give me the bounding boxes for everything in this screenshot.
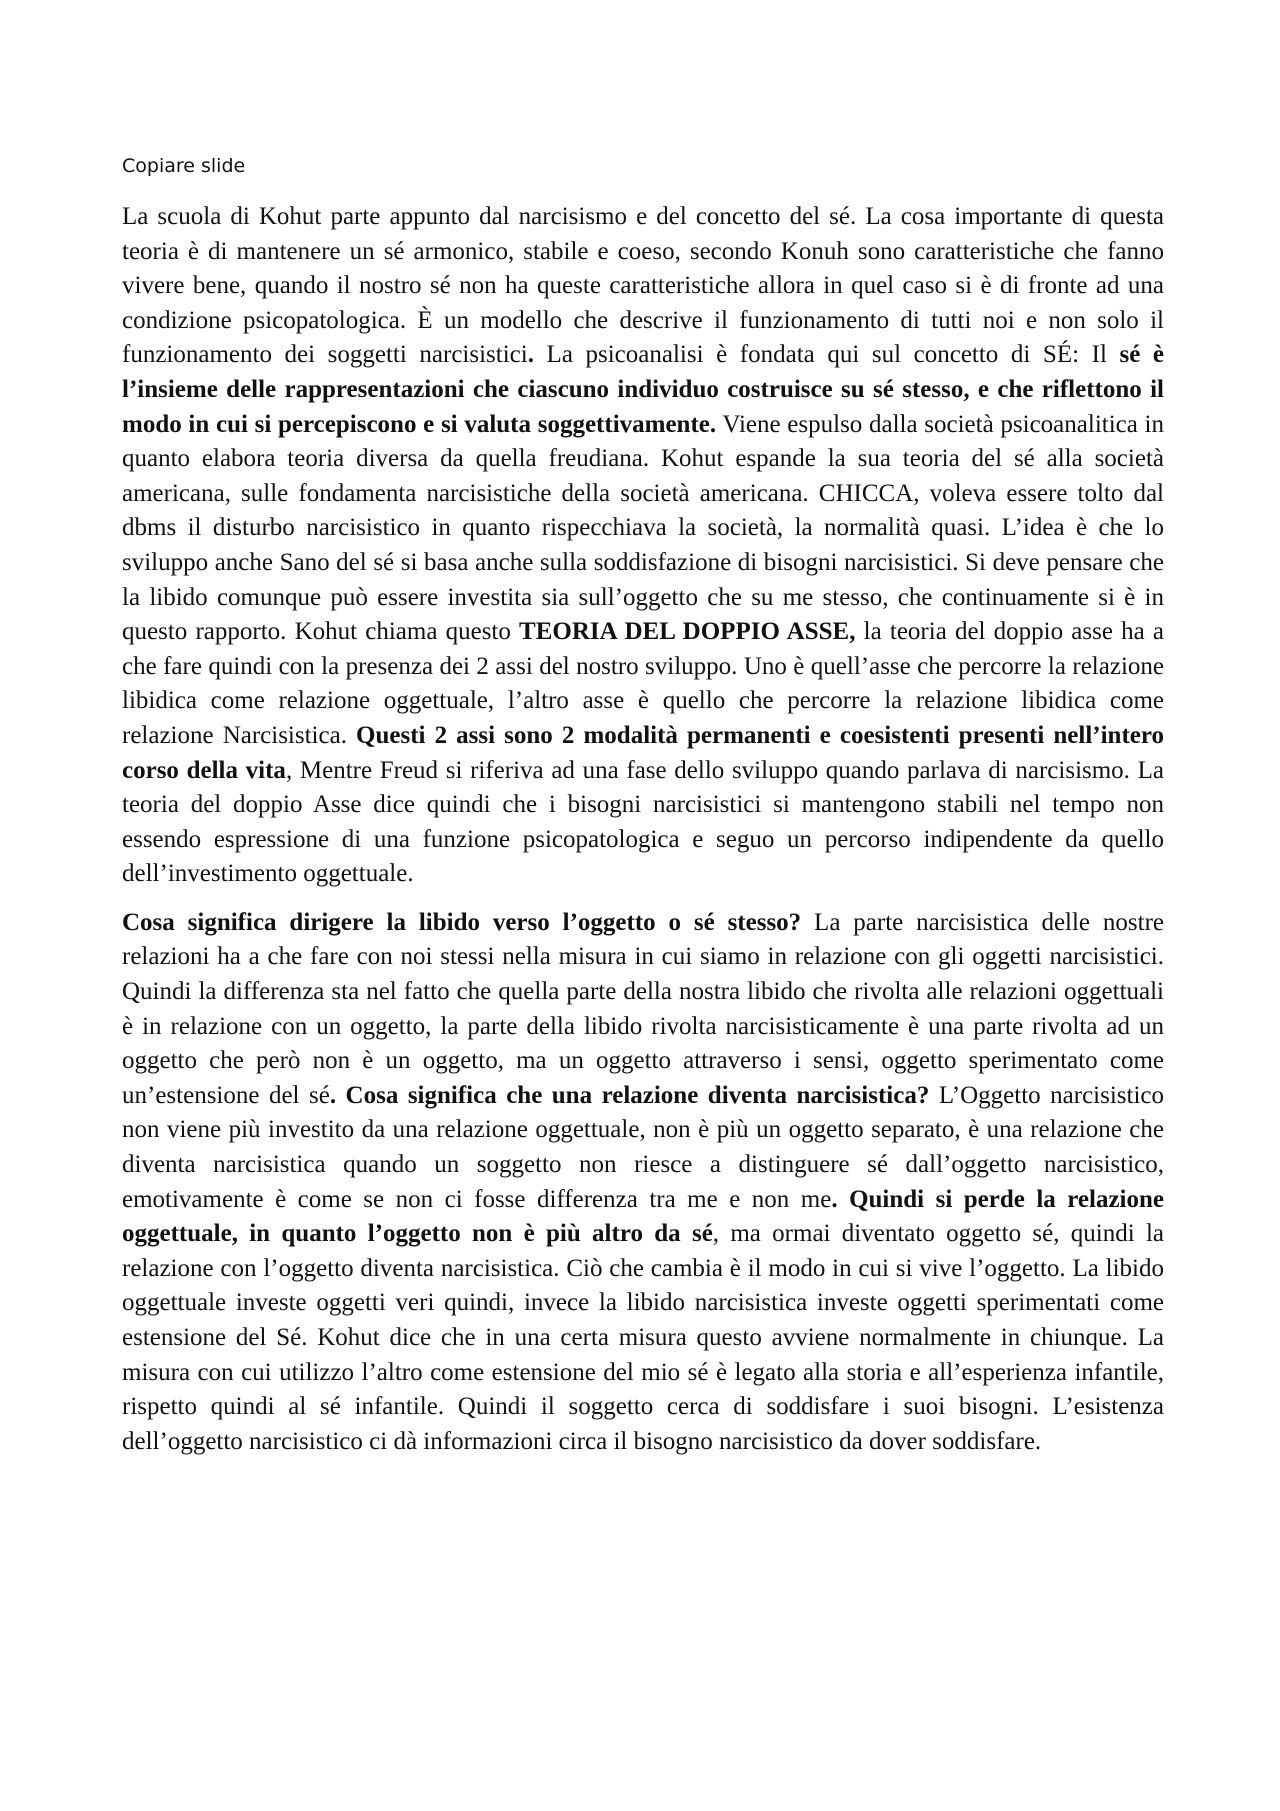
text-run: Viene espulso dalla società psicoanalitica in quanto elabora teoria diversa da quella freudiana. Kohut espande la sua teoria del sé alla società americana, sulle fondamenta narcisistiche della società americana. CHICCA, voleva essere tolto dal dbms il disturbo narcisistico in quanto rispecchiava la società, la normalità quasi. L’idea è che lo sviluppo anche Sano del sé si basa anche sulla soddisfazione di bisogni narcisistici. Si deve pensare che la libido comunque può essere investita sia sull’oggetto che su me stesso, che continuamente si è in questo rapporto. Kohut chiama questo [122, 410, 1164, 646]
bold-text-run: . [527, 341, 534, 369]
bold-text-run: TEORIA DEL DOPPIO ASSE, [519, 618, 856, 646]
header-note: Copiare slide [122, 155, 246, 177]
text-run: , ma ormai diventato oggetto sé, quindi la relazione con l’oggetto diventa narcisistica. Ciò che cambia è il modo in cui si vive l’oggetto. La libido oggettuale investe oggetti veri quindi, invece la libido narcisistica investe oggetti sperimentati come estensione del Sé. Kohut dice che in una certa misura questo avviene normalmente in chiunque. La misura con cui utilizzo l’altro come estensione del mio sé è legato alla storia e all’esperienza infantile, rispetto quindi al sé infantile. Quindi il soggetto cerca di soddisfare i suoi bisogni. L’esistenza dell’oggetto narcisistico ci dà informazioni circa il bisogno narcisistico da dover soddisfare. [122, 1220, 1164, 1455]
bold-text-run: sé è l’insieme delle rappresentazioni che ciascuno individuo costruisce su sé stesso, e che riflettono il modo in cui si percepiscono e si valuta soggettivamente. [122, 341, 1164, 438]
bold-text-run: . Cosa significa che una relazione diventa narcisistica? [329, 1081, 930, 1109]
bold-text-run: Questi 2 assi sono 2 modalità permanenti e coesistenti presenti nell’intero corso della vita [122, 721, 1165, 784]
text-run: , Mentre Freud si riferiva ad una fase dello sviluppo quando parlava di narcisismo. La teoria del doppio Asse dice quindi che i bisogni narcisistici si mantengono stabili nel tempo non essendo espressione di una funzione psicopatologica e seguo un percorso indipendente da quello dell’investimento oggettuale. [122, 756, 1164, 888]
paragraph-1 [122, 200, 1164, 892]
text-run: la teoria del doppio asse ha a che fare quindi con la presenza dei 2 assi del nostro sviluppo. Uno è quell’asse che percorre la relazione libidica come relazione oggettuale, l’altro asse è quello che percorre la relazione libidica come relazione Narcisistica. [122, 618, 1164, 749]
text-run: La psicoanalisi è fondata qui sul concetto di SÉ: Il [533, 341, 1120, 369]
paragraph-2 [122, 906, 1164, 1460]
text-run: La scuola di Kohut parte appunto dal narcisismo e del concetto del sé. La cosa importante di questa teoria è di mantenere un sé armonico, stabile e coeso, secondo Konuh sono caratteristiche che fanno vivere bene, quando il nostro sé non ha queste caratteristiche allora in quel caso si è di fronte ad una condizione psicopatologica. È un modello che descrive il funzionamento di tutti noi e non solo il funzionamento dei soggetti narcisistici [122, 203, 1164, 369]
bold-text-run: . Quindi si perde la relazione oggettuale, in quanto l’oggetto non è più altro da sé [122, 1185, 1164, 1248]
text-run: La parte narcisistica delle nostre relazioni ha a che fare con noi stessi nella misura in cui siamo in relazione con gli oggetti narcisistici. Quindi la differenza sta nel fatto che quella parte della nostra libido che rivolta alle relazioni oggettuali è in relazione con un oggetto, la parte della libido rivolta narcisisticamente è una parte rivolta ad un oggetto che però non è un oggetto, ma un oggetto attraverso i sensi, oggetto sperimentato come un’estensione del sé [122, 908, 1164, 1109]
document-body [122, 200, 1164, 1459]
bold-text-run: Cosa significa dirigere la libido verso l’oggetto o sé stesso? [122, 908, 802, 936]
text-run: L’Oggetto narcisistico non viene più investito da una relazione oggettuale, non è più un oggetto separato, è una relazione che diventa narcisistica quando un soggetto non riesce a distinguere sé dall’oggetto narcisistico, emotivamente è come se non ci fosse differenza tra me e non me [122, 1081, 1165, 1213]
